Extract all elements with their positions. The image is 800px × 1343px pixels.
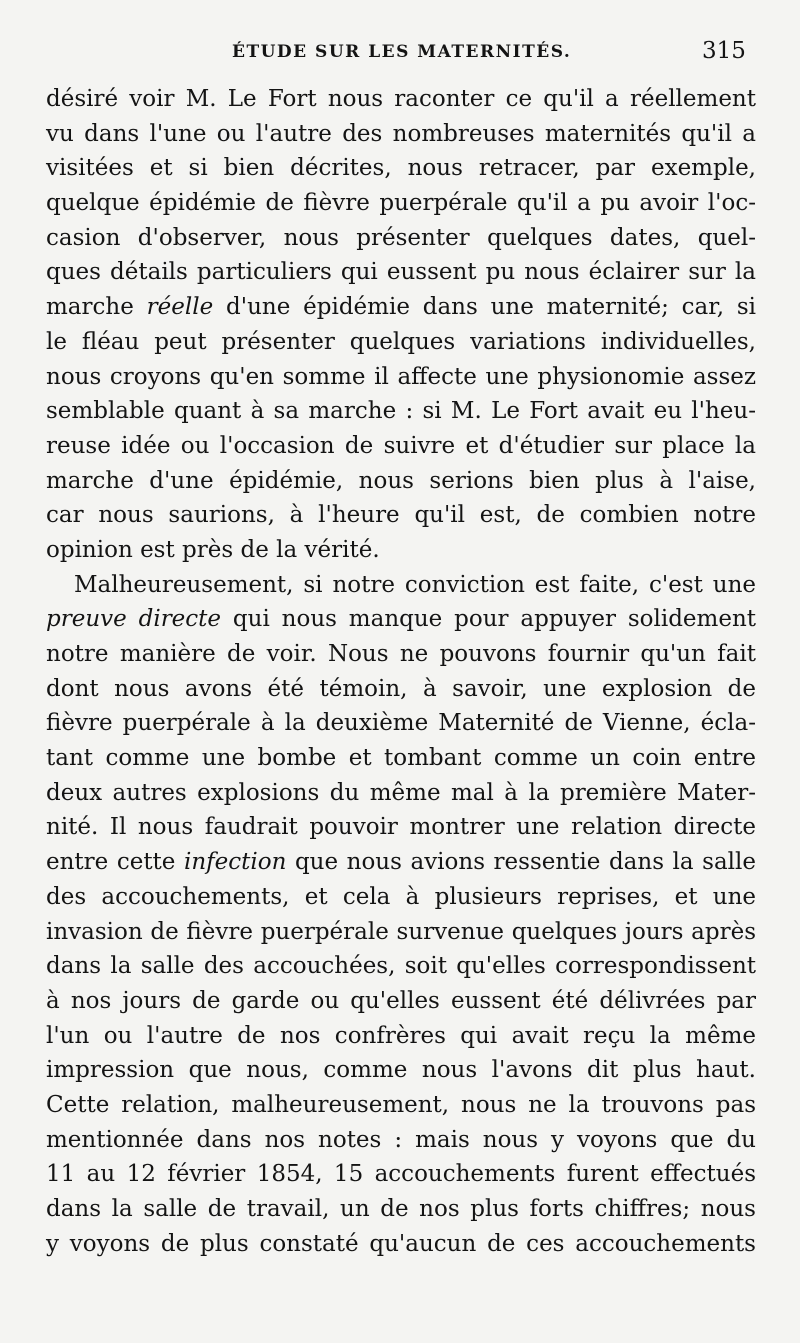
text-line (46, 429, 756, 464)
text-run: à nos jours de garde ou qu'elles eussent été délivrées par (46, 987, 756, 1014)
text-line (46, 464, 756, 499)
text-line (46, 880, 756, 915)
text-run: qui nous manque pour appuyer solidement (221, 606, 757, 633)
text-run: entre cette (46, 849, 184, 876)
text-line (46, 810, 756, 845)
text-line (46, 82, 756, 117)
text-run: visitées et si bien décrites, nous retracer, par exemple, (46, 155, 756, 182)
text-line (46, 325, 756, 360)
text-run: des accouchements, et cela à plusieurs reprises, et une (46, 883, 756, 910)
text-line (46, 1227, 756, 1262)
text-run: ques détails particuliers qui eussent pu nous éclairer sur la (46, 259, 756, 286)
text-run: y voyons de plus constaté qu'aucun de ces accouchements (46, 1230, 756, 1257)
page-header (0, 38, 800, 78)
text-line (46, 394, 756, 429)
page-number: 315 (702, 38, 746, 64)
text-line (46, 1123, 756, 1158)
text-run: Malheureusement, si notre conviction est faite, c'est une (74, 571, 756, 598)
text-run: nous croyons qu'en somme il affecte une physionomie assez (46, 363, 756, 390)
text-line (46, 255, 756, 290)
italic-text: preuve directe (46, 606, 222, 633)
text-run: que nous avions ressentie dans la salle (286, 849, 757, 876)
italic-text: infection (183, 849, 287, 876)
text-line (46, 360, 756, 395)
text-line (46, 533, 756, 568)
text-run: marche d'une épidémie, nous serions bien plus à l'aise, (46, 467, 756, 494)
text-line (46, 221, 756, 256)
body-text (46, 82, 756, 1261)
text-run: fièvre puerpérale à la deuxième Maternité de Vienne, écla- (46, 710, 756, 737)
text-run: marche (46, 294, 147, 321)
text-line (46, 1192, 756, 1227)
text-run: reuse idée ou l'occasion de suivre et d'étudier sur place la (46, 432, 756, 459)
text-line (46, 637, 756, 672)
italic-text: réelle (146, 294, 214, 321)
text-run: car nous saurions, à l'heure qu'il est, de combien notre (46, 502, 756, 529)
text-run: Cette relation, malheureusement, nous ne la trouvons pas (46, 1091, 756, 1118)
text-run: nité. Il nous faudrait pouvoir montrer une relation directe (46, 814, 756, 841)
text-run: impression que nous, comme nous l'avons dit plus haut. (46, 1057, 756, 1084)
text-line (46, 568, 756, 603)
text-line (46, 845, 756, 880)
text-run: opinion est près de la vérité. (46, 536, 380, 563)
text-line (46, 672, 756, 707)
text-run: notre manière de voir. Nous ne pouvons fournir qu'un fait (46, 641, 756, 667)
running-title: ÉTUDE SUR LES MATERNITÉS. (232, 42, 572, 62)
text-run: désiré voir M. Le Fort nous raconter ce qu'il a réellement (46, 86, 756, 112)
text-line (46, 1053, 756, 1088)
text-run: casion d'observer, nous présenter quelques dates, quel- (46, 224, 756, 251)
text-line (46, 117, 756, 152)
text-run: tant comme une bombe et tombant comme un coin entre (46, 745, 756, 772)
text-run: semblable quant à sa marche : si M. Le Fort avait eu l'heu- (46, 398, 756, 425)
text-line (46, 1088, 756, 1123)
text-run: 11 au 12 février 1854, 15 accouchements furent effectués (46, 1161, 756, 1188)
text-run: mentionnée dans nos notes : mais nous y voyons que du (46, 1126, 756, 1153)
text-line (46, 776, 756, 811)
text-line (46, 949, 756, 984)
text-run: invasion de fièvre puerpérale survenue quelques jours après (46, 918, 756, 945)
text-line (46, 1019, 756, 1054)
text-line (46, 706, 756, 741)
text-run: quelque épidémie de fièvre puerpérale qu'il a pu avoir l'oc- (46, 190, 756, 217)
text-line (46, 915, 756, 950)
text-run: dans la salle des accouchées, soit qu'elles correspondissent (46, 953, 756, 980)
text-line (46, 741, 756, 776)
text-run: le fléau peut présenter quelques variations individuelles, (46, 328, 756, 355)
text-line (46, 498, 756, 533)
text-line (46, 984, 756, 1019)
text-run: vu dans l'une ou l'autre des nombreuses maternités qu'il a (46, 120, 756, 147)
text-run: dans la salle de travail, un de nos plus forts chiffres; nous (46, 1196, 756, 1222)
text-line (46, 186, 756, 221)
text-line (46, 1157, 756, 1192)
text-run: deux autres explosions du même mal à la première Mater- (46, 779, 756, 806)
text-run: d'une épidémie dans une maternité; car, si (213, 294, 756, 321)
text-run: l'un ou l'autre de nos confrères qui avait reçu la même (46, 1022, 756, 1049)
text-line (46, 602, 756, 637)
text-line (46, 151, 756, 186)
text-run: dont nous avons été témoin, à savoir, une explosion de (46, 675, 756, 702)
text-line (46, 290, 756, 325)
